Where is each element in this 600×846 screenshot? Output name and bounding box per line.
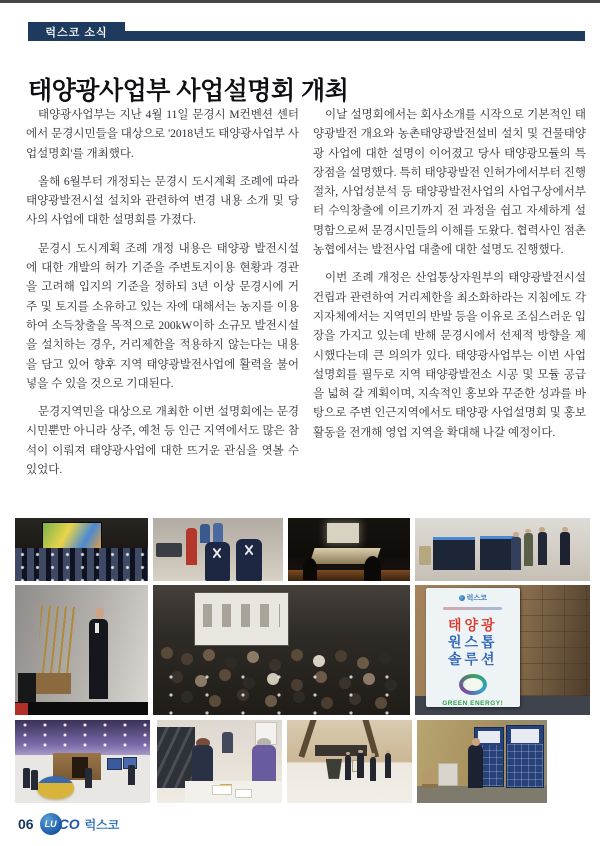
event-photo-lobby <box>153 518 283 581</box>
luxco-logo-co: CO <box>58 816 80 832</box>
person-head <box>386 750 390 753</box>
person-red-jacket <box>186 528 198 565</box>
luxco-logo-korean: 럭스코 <box>84 817 120 832</box>
planter <box>326 759 342 779</box>
person-blue <box>200 524 210 543</box>
white-cabinet <box>438 763 458 787</box>
attendee <box>345 755 352 780</box>
visitor <box>538 532 548 565</box>
person-head <box>539 527 545 532</box>
luxco-logo <box>40 813 120 835</box>
banner-line-2: 원스톱 <box>447 633 498 650</box>
banner-logo-text: 럭스코 <box>466 594 487 602</box>
person-head <box>358 750 362 753</box>
tiled-wall <box>520 585 590 696</box>
banner-line-1: 태양광 <box>447 616 498 633</box>
event-photo-standing-banner <box>415 585 590 715</box>
audience-silhouette <box>364 556 381 581</box>
brass-decoration <box>37 605 75 682</box>
round-table-yellow-cloth <box>37 776 75 799</box>
solar-display-kiosk <box>433 537 475 570</box>
panel-grid <box>507 744 543 787</box>
paragraph: 올해 6월부터 개정되는 문경시 도시계획 조례에 따라 태양광발전시설 설치와 관련하여 변경 내용 소개 및 당사의 사업에 대한 설명회를 가졌다. <box>26 175 299 227</box>
article-title: 태양광사업부 사업설명회 개최 <box>28 76 349 105</box>
paragraph: 문경지역민을 대상으로 개최한 이번 설명회에는 문경시민뿐만 아니라 상주, 예천 등 인근 지역에서도 많은 참석이 이뤄져 태양광사업에 대한 뜨거운 관심을 엿볼 수 있었다. <box>26 406 299 477</box>
luxco-globe-icon: LU <box>40 813 62 835</box>
projection-screen <box>327 523 359 543</box>
display-screen <box>107 758 123 770</box>
ribbon-bow <box>244 544 254 556</box>
event-photo-consultation-desk <box>157 720 282 803</box>
visitor <box>560 532 570 565</box>
slide-product-images <box>203 604 281 627</box>
paragraph: 이날 설명회에서는 회사소개를 시작으로 기본적인 태양광발전 개요와 농촌태양광발전설비 설치 및 건물태양광 사업에 대한 설명이 이어졌고 당사 태양광모듈의 특장점을 설명했다. 특히 태양광발전 인허가에서부터 진행절차, 사업성분석 등 태양광발전사업의 사업구상에서부터 수익창출에 이르기까지 전 과정을 쉽고 자세하게 설명함으로써 문경시민들의 이해를 도왔다. 협력사인 점촌농협에서는 발전사업 대출에 대한 설명도 진행했다. <box>313 109 586 257</box>
documents <box>235 789 252 798</box>
luxco-banner <box>426 588 521 708</box>
page-footer <box>18 812 318 836</box>
event-photo-presenter <box>15 585 148 715</box>
staff-head <box>472 738 480 745</box>
attendee <box>357 753 364 778</box>
paragraph: 이번 조례 개정은 산업통상자원부의 태양광발전시설 건립과 관련하여 거리제한을 최소화하라는 지침에도 각 지자체에서는 지역민의 반발 등을 이유로 조심스러운 입장을 가지고 있는데 반해 문경시에서 선제적 방향을 제시했다는데 큰 의의가 있다. 태양광사업부는 이번 사업설명회를 필두로 지역 태양광발전소 시공 및 모듈 공급을 넓혀 갈 계획이며, 지속적인 홍보와 꾸준한 성과를 바탕으로 주변 인근지역에서도 태양광 사업설명회 및 홍보 활동을 전개해 영업 지역을 확대해 나갈 예정이다. <box>313 272 586 439</box>
person-head <box>346 752 350 755</box>
solar-panel <box>506 725 544 788</box>
presenter-head <box>95 607 104 619</box>
consultation-table <box>185 781 283 803</box>
banner-logo-row <box>459 593 487 603</box>
section-tab-label: 럭스코 소식 <box>45 26 108 39</box>
paragraph: 태양광사업부는 지난 4월 11일 문경시 M컨벤션 센터에서 문경시민들을 대상으로 '2018년도 태양광사업부 사업설명회'를 개최했다. <box>26 109 299 160</box>
person-head <box>371 753 375 756</box>
decoration-base <box>36 673 71 694</box>
staff-suit <box>468 745 484 788</box>
speaker-box <box>18 673 37 702</box>
guest <box>23 768 30 788</box>
event-photo-stage-spotlight <box>288 518 410 581</box>
audience-chairs <box>15 548 148 581</box>
chair-cover <box>236 539 262 581</box>
event-photo-dark-auditorium <box>15 518 148 581</box>
left-column <box>26 106 299 489</box>
audience-silhouette <box>303 558 318 579</box>
section-tab <box>28 22 125 41</box>
sofa <box>156 543 182 557</box>
wood-stool <box>422 772 438 788</box>
event-photo-banquet-hall <box>15 720 150 803</box>
attendee <box>385 753 392 778</box>
stage-edge <box>15 702 148 715</box>
documents <box>212 785 232 794</box>
chair-cover <box>205 542 230 581</box>
event-photo-solar-module-display <box>417 720 547 803</box>
guest <box>85 768 92 788</box>
visitor <box>511 537 521 570</box>
presenter-shirt <box>95 623 99 633</box>
banner-slogan-line <box>443 607 502 610</box>
floor <box>417 786 547 803</box>
right-column <box>313 106 586 489</box>
projection-screen <box>194 592 289 646</box>
article-body <box>26 106 586 489</box>
projection-screen <box>42 522 103 552</box>
luxco-globe-icon <box>459 595 465 601</box>
banner-tagline: GREEN ENERGY! <box>442 700 504 708</box>
red-object <box>15 703 28 715</box>
event-photo-exhibit-booth <box>415 518 590 581</box>
green-energy-graphic <box>459 674 487 696</box>
person-head <box>562 527 568 532</box>
guest <box>128 765 135 785</box>
spec-card <box>511 729 539 743</box>
guest <box>31 770 38 790</box>
person-head <box>513 532 519 537</box>
spec-card <box>478 731 500 744</box>
attendee <box>370 757 377 782</box>
ceiling-lights <box>15 720 150 753</box>
chair <box>419 546 431 565</box>
person-blue <box>213 523 223 543</box>
ribbon-bow <box>212 547 222 559</box>
page-number: 06 <box>18 816 34 832</box>
visitor <box>524 533 534 566</box>
paragraph: 문경시 도시계획 조례 개정 내용은 태양광 발전시설에 대한 개발의 허가 기준을 주변토지이용 현황과 경관을 고려해 입지의 기준을 정하되 3년 이상 문경시에 거주 및 토지를 소유하고 있는 자에 대해서는 농지를 이용하여 소득창출을 목적으로 200kW이하 소규모 발전시설을 설치하는 경우, 거리제한을 적용하지 않는다는 내용을 담고 있어 향후 지역 태양광발전사업에 활력을 불어넣을 수 있을 것으로 기대된다. <box>26 242 299 390</box>
person-head <box>525 529 531 534</box>
event-photo-hall-entrance <box>287 720 412 803</box>
stacked-panels <box>157 727 195 788</box>
person-background <box>222 732 233 754</box>
page-top-edge <box>0 0 600 3</box>
visitor-person <box>252 745 276 785</box>
audience-heads <box>161 647 173 659</box>
banner-line-3: 솔루션 <box>447 650 498 667</box>
chair-ribbons <box>153 668 410 715</box>
event-photo-audience-hall <box>153 585 410 715</box>
